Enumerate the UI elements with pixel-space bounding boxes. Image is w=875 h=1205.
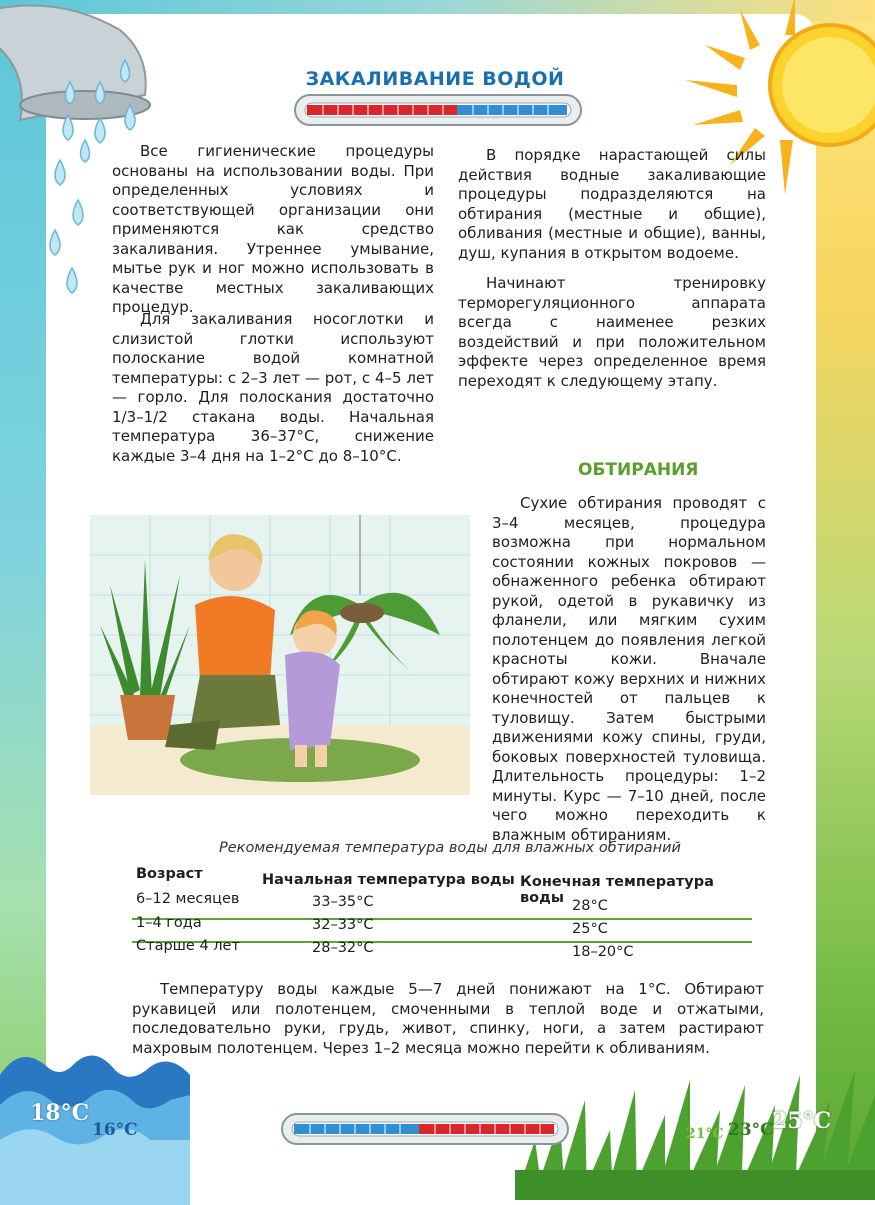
- table-cell: Старше 4 лет: [136, 938, 240, 954]
- temp-label-cold: 18°С: [30, 1100, 90, 1126]
- temp-label-cold: 14°С: [145, 1122, 183, 1138]
- table-header-age: Возраст: [136, 866, 203, 882]
- bottom-paragraph: Температуру воды каждые 5—7 дней понижают на 1°С. Обтирают рукавицей или полотенцем, смоченными в теплой воде и отжатыми, последовательно руки, грудь, живот, спинку, ноги, а затем растирают махровым полотенцем. Через 1–2 месяца можно перейти к обливаниям.: [132, 980, 764, 1057]
- temp-label-warm: 25°С: [772, 1108, 832, 1134]
- temp-label-warm: 21°С: [686, 1126, 724, 1142]
- left-paragraph-2: Для закаливания носоглотки и слизистой глотки используют полоскание водой комнатной температуры: с 2–3 лет — рот, с 4–5 лет — горло. Для полоскания достаточно 1/3–1/2 стакана воды. Начальная температура 36–37°С, снижение каждые 3–4 дня на 1–2°С до 8–10°С.: [112, 310, 434, 465]
- temp-label-warm: 23°С: [728, 1120, 774, 1140]
- thermometer-top-icon: [293, 93, 583, 127]
- table-header-start-temp: Начальная температура воды: [262, 872, 515, 888]
- table-cell: 32–33°С: [312, 917, 374, 933]
- left-paragraph-1: Все гигиенические процедуры основаны на использовании воды. При определенных условиях и соответствующей организации они применяются как средство закаливания. Утреннее умывание, мытье рук и ног можно использовать в качестве местных закаливающих процедур.: [112, 142, 434, 316]
- table-cell: 28–32°С: [312, 940, 374, 956]
- right-paragraph-1: В порядке нарастающей силы действия водные закаливающие процедуры подразделяются на обтирания (местные и общие), обливания (местные и общие), ванны, душ, купания в открытом водоеме.: [458, 146, 766, 262]
- temp-label-cold: 16°С: [92, 1120, 138, 1140]
- table-cell: 1–4 года: [136, 915, 202, 931]
- table-caption: Рекомендуемая температура воды для влажных обтираний: [219, 840, 681, 856]
- table-cell: 33–35°С: [312, 894, 374, 910]
- table-divider: [132, 918, 752, 920]
- table-cell: 28°С: [572, 898, 608, 914]
- illustration-mother-child: [90, 515, 470, 795]
- table-cell: 25°С: [572, 921, 608, 937]
- page-title: ЗАКАЛИВАНИЕ ВОДОЙ: [305, 68, 565, 90]
- section-title: ОБТИРАНИЯ: [578, 460, 699, 480]
- table-header-end-temp: Конечная температура воды: [520, 874, 714, 906]
- table-cell: 6–12 месяцев: [136, 891, 240, 907]
- thermometer-bottom-icon: [280, 1112, 570, 1146]
- right-paragraph-2: Начинают тренировку терморегуляционного аппарата всегда с наименее резких воздействий и при положительном эффекте через определенное время переходят к следующему этапу.: [458, 274, 766, 390]
- table-cell: 18–20°С: [572, 944, 634, 960]
- section-text: Сухие обтирания проводят с 3–4 месяцев, процедура возможна при нормальном состоянии кожных покровов — обнаженного ребенка обтирают рукой, одетой в рукавичку из фланели, или мягким сухим полотенцем до появления легкой красноты кожи. Вначале обтирают кожу верхних и нижних конечностей от пальцев к туловищу. Затем быстрыми движениями кожу спины, груди, боковых поверхностей туловища. Длительность процедуры: 1–2 минуты. Курс — 7–10 дней, после чего можно переходить к влажным обтираниям.: [492, 494, 766, 844]
